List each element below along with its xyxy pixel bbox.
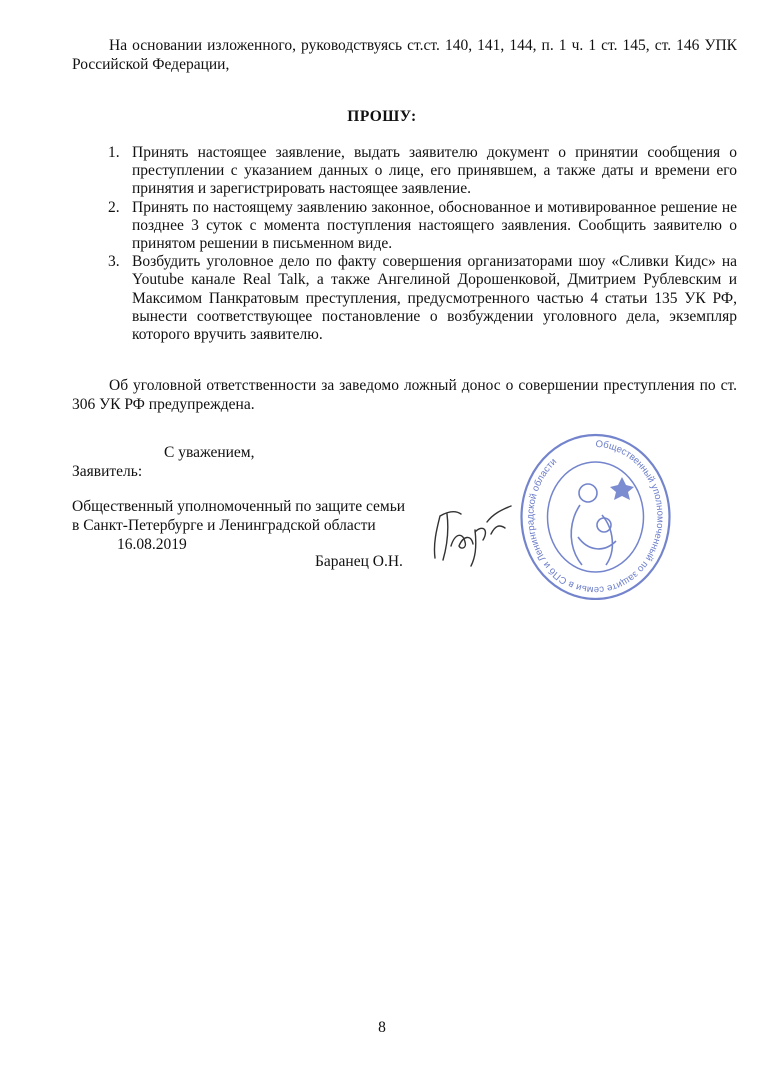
warning-paragraph: Об уголовной ответственности за заведомо ложный донос о совершении преступления по ст. 306 УК РФ предупреждена.	[72, 377, 737, 413]
request-list	[108, 144, 737, 344]
page-number: 8	[378, 1019, 386, 1036]
closing-text: С уважением,	[164, 444, 255, 461]
stamp-seal	[518, 425, 673, 600]
request-heading: ПРОШУ:	[347, 108, 417, 125]
applicant-position-line1: Общественный уполномоченный по защите семьи	[72, 498, 406, 515]
signer-name: Баранец О.Н.	[315, 553, 403, 570]
applicant-position-line2: в Санкт-Петербурге и Ленинградской области	[72, 517, 376, 534]
document-date: 16.08.2019	[117, 536, 187, 553]
svg-text:Общественный уполномоченный по: Общественный уполномоченный по защите семьи в СПб и Ленинградской области	[525, 438, 666, 596]
intro-paragraph: На основании изложенного, руководствуясь ст.ст. 140, 141, 144, п. 1 ч. 1 ст. 145, ст. 146 УПК Российской Федерации,	[72, 37, 737, 73]
applicant-label: Заявитель:	[72, 463, 143, 480]
signature-image	[425, 488, 520, 568]
request-item-number: 2.	[108, 198, 120, 216]
request-item	[108, 144, 737, 199]
request-item	[108, 199, 737, 254]
request-item-number: 1.	[108, 144, 120, 161]
request-item-text: Принять настоящее заявление, выдать заявителю документ о принятии сообщения о преступлении с указанием данных о лице, его принявшем, а также даты и времени его принятия и зарегистрировать настоящее заявление.	[132, 144, 737, 198]
request-item-text: Возбудить уголовное дело по факту совершения организаторами шоу «Сливки Кидс» на Youtube канале Real Talk, а также Ангелиной Дорошенковой, Дмитрием Рублевским и Максимом Панкратовым преступления, предусмотренного частью 4 статьи 135 УК РФ, вынести соответствующее постановление о возбуждении уголовного дела, экземпляр которого вручить заявителю.	[132, 253, 737, 344]
request-item-text: Принять по настоящему заявлению законное, обоснованное и мотивированное решение не позднее 3 суток с момента поступления настоящего заявления. Сообщить заявителю о принятом решении в письменном виде.	[132, 198, 737, 253]
request-item-number: 3.	[108, 253, 120, 271]
request-item	[108, 253, 737, 344]
